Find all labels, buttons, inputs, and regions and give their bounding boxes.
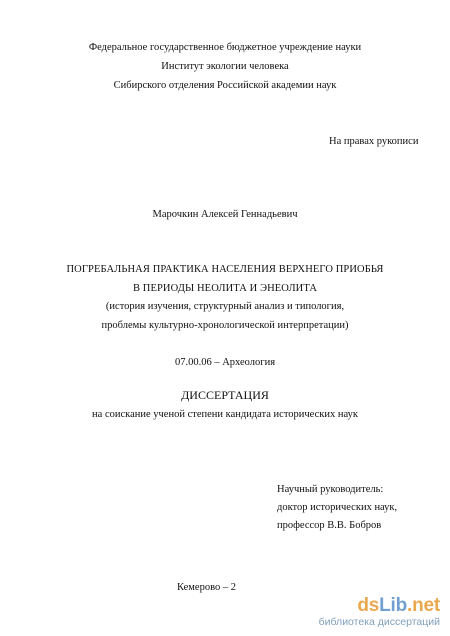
city-year	[177, 581, 248, 594]
supervisor-line-2: доктор исторических наук,	[277, 502, 398, 513]
dissertation-label: ДИССЕРТАЦИЯ	[181, 388, 269, 402]
watermark-brand	[319, 596, 440, 616]
watermark-brand-net: .net	[407, 595, 440, 616]
title-line-3: (история изучения, структурный анализ и типология,	[105, 301, 345, 312]
manuscript-rights-note: На правах рукописи	[329, 136, 419, 147]
institution-line-2: Институт экологии человека	[161, 61, 289, 72]
title-line-4: проблемы культурно-хронологической интерпретации)	[101, 320, 349, 331]
watermark-fade	[236, 583, 248, 593]
supervisor-line-1: Научный руководитель:	[277, 484, 384, 495]
institution-line-3: Сибирского отделения Российской академии наук	[113, 80, 337, 91]
watermark-subtitle: библиотека диссертаций	[318, 616, 440, 628]
watermark-logo	[319, 596, 440, 628]
author-name: Марочкин Алексей Геннадьевич	[152, 209, 298, 220]
supervisor-line-3: профессор В.В. Бобров	[277, 520, 382, 531]
watermark-brand-lib: Lib	[379, 595, 408, 616]
title-line-2: В ПЕРИОДЫ НЕОЛИТА И ЭНЕОЛИТА	[132, 283, 318, 294]
specialty-code: 07.00.06 – Археология	[174, 357, 276, 368]
city-year-text: Кемерово – 2	[177, 582, 236, 593]
watermark-brand-ds: ds	[357, 595, 380, 616]
title-line-1: ПОГРЕБАЛЬНАЯ ПРАКТИКА НАСЕЛЕНИЯ ВЕРХНЕГО ПРИОБЬЯ	[66, 264, 384, 275]
degree-purpose: на соискание ученой степени кандидата исторических наук	[92, 409, 358, 420]
institution-line-1: Федеральное государственное бюджетное учреждение науки	[88, 42, 362, 53]
